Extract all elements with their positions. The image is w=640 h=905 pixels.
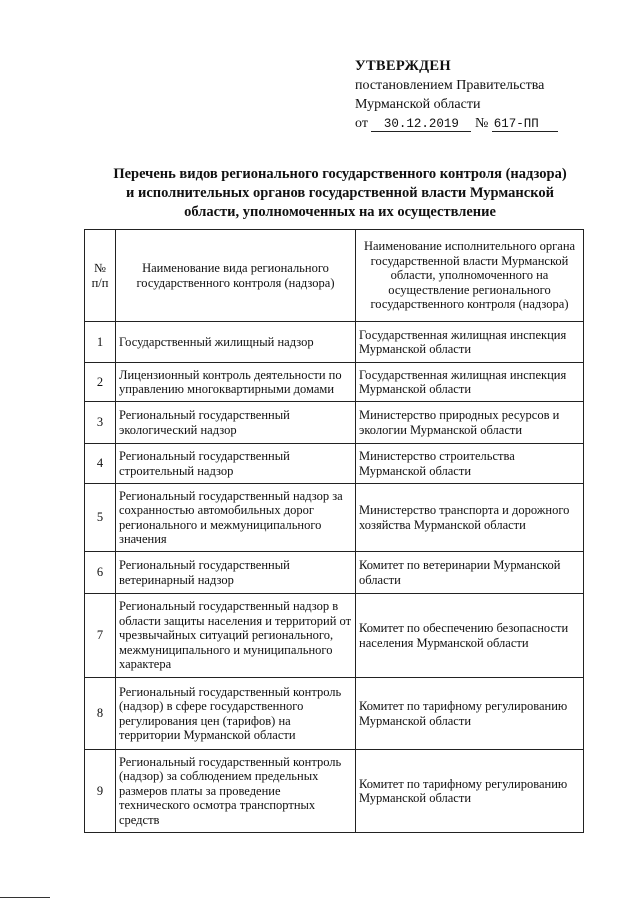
header-num: № п/п xyxy=(85,230,116,322)
approval-date: 30.12.2019 xyxy=(371,117,471,132)
row-kind: Государственный жилищный надзор xyxy=(116,322,356,363)
table-header-row xyxy=(85,230,584,322)
header-kind: Наименование вида регионального государственного контроля (надзора) xyxy=(116,230,356,322)
control-types-table xyxy=(84,229,584,833)
table-row xyxy=(85,678,584,750)
table-row xyxy=(85,402,584,444)
document-heading xyxy=(90,165,590,222)
row-num: 2 xyxy=(85,363,116,402)
row-num: 6 xyxy=(85,552,116,594)
row-num: 5 xyxy=(85,484,116,552)
page-edge-rule xyxy=(0,897,50,898)
number-prefix: № xyxy=(474,116,489,131)
row-num: 4 xyxy=(85,444,116,484)
row-kind: Региональный государственный надзор в области защиты населения и территорий от чрезвычайных ситуаций регионального, межмуниципального и муниципального характера xyxy=(116,594,356,678)
table-row xyxy=(85,750,584,833)
row-body: Комитет по тарифному регулированию Мурманской области xyxy=(356,750,584,833)
row-kind: Региональный государственный ветеринарный надзор xyxy=(116,552,356,594)
approval-date-line xyxy=(355,114,615,133)
row-body: Комитет по ветеринарии Мурманской области xyxy=(356,552,584,594)
approval-line-1: постановлением Правительства xyxy=(355,78,545,93)
row-num: 7 xyxy=(85,594,116,678)
header-body: Наименование исполнительного органа государственной власти Мурманской области, уполномоченного на осуществление регионального государственного контроля (надзора) xyxy=(356,230,584,322)
table-row xyxy=(85,322,584,363)
row-body: Комитет по обеспечению безопасности населения Мурманской области xyxy=(356,594,584,678)
date-prefix: от xyxy=(355,116,368,131)
row-kind: Региональный государственный экологический надзор xyxy=(116,402,356,444)
row-num: 3 xyxy=(85,402,116,444)
row-body: Министерство строительства Мурманской области xyxy=(356,444,584,484)
row-body: Министерство транспорта и дорожного хозяйства Мурманской области xyxy=(356,484,584,552)
row-body: Комитет по тарифному регулированию Мурманской области xyxy=(356,678,584,750)
row-num: 1 xyxy=(85,322,116,363)
table-row xyxy=(85,444,584,484)
table-row xyxy=(85,363,584,402)
approval-title: УТВЕРЖДЕН xyxy=(355,58,451,74)
approval-stamp xyxy=(355,57,615,133)
table-row xyxy=(85,594,584,678)
row-kind: Региональный государственный контроль (надзор) в сфере государственного регулирования цен (тарифов) на территории Мурманской области xyxy=(116,678,356,750)
heading-line-1: Перечень видов регионального государственного контроля (надзора) xyxy=(113,166,567,182)
approval-line-2: Мурманской области xyxy=(355,97,481,112)
row-kind: Региональный государственный контроль (надзор) за соблюдением предельных размеров платы за проведение технического осмотра транспортных средств xyxy=(116,750,356,833)
heading-line-3: области, уполномоченных на их осуществление xyxy=(184,204,496,220)
row-body: Государственная жилищная инспекция Мурманской области xyxy=(356,363,584,402)
approval-number: 617-ПП xyxy=(492,117,558,132)
row-kind: Региональный государственный строительный надзор xyxy=(116,444,356,484)
row-body: Министерство природных ресурсов и экологии Мурманской области xyxy=(356,402,584,444)
row-kind: Региональный государственный надзор за сохранностью автомобильных дорог регионального и межмуниципального значения xyxy=(116,484,356,552)
table-row xyxy=(85,552,584,594)
row-num: 9 xyxy=(85,750,116,833)
heading-line-2: и исполнительных органов государственной власти Мурманской xyxy=(126,185,554,201)
row-num: 8 xyxy=(85,678,116,750)
table-row xyxy=(85,484,584,552)
row-body: Государственная жилищная инспекция Мурманской области xyxy=(356,322,584,363)
row-kind: Лицензионный контроль деятельности по управлению многоквартирными домами xyxy=(116,363,356,402)
